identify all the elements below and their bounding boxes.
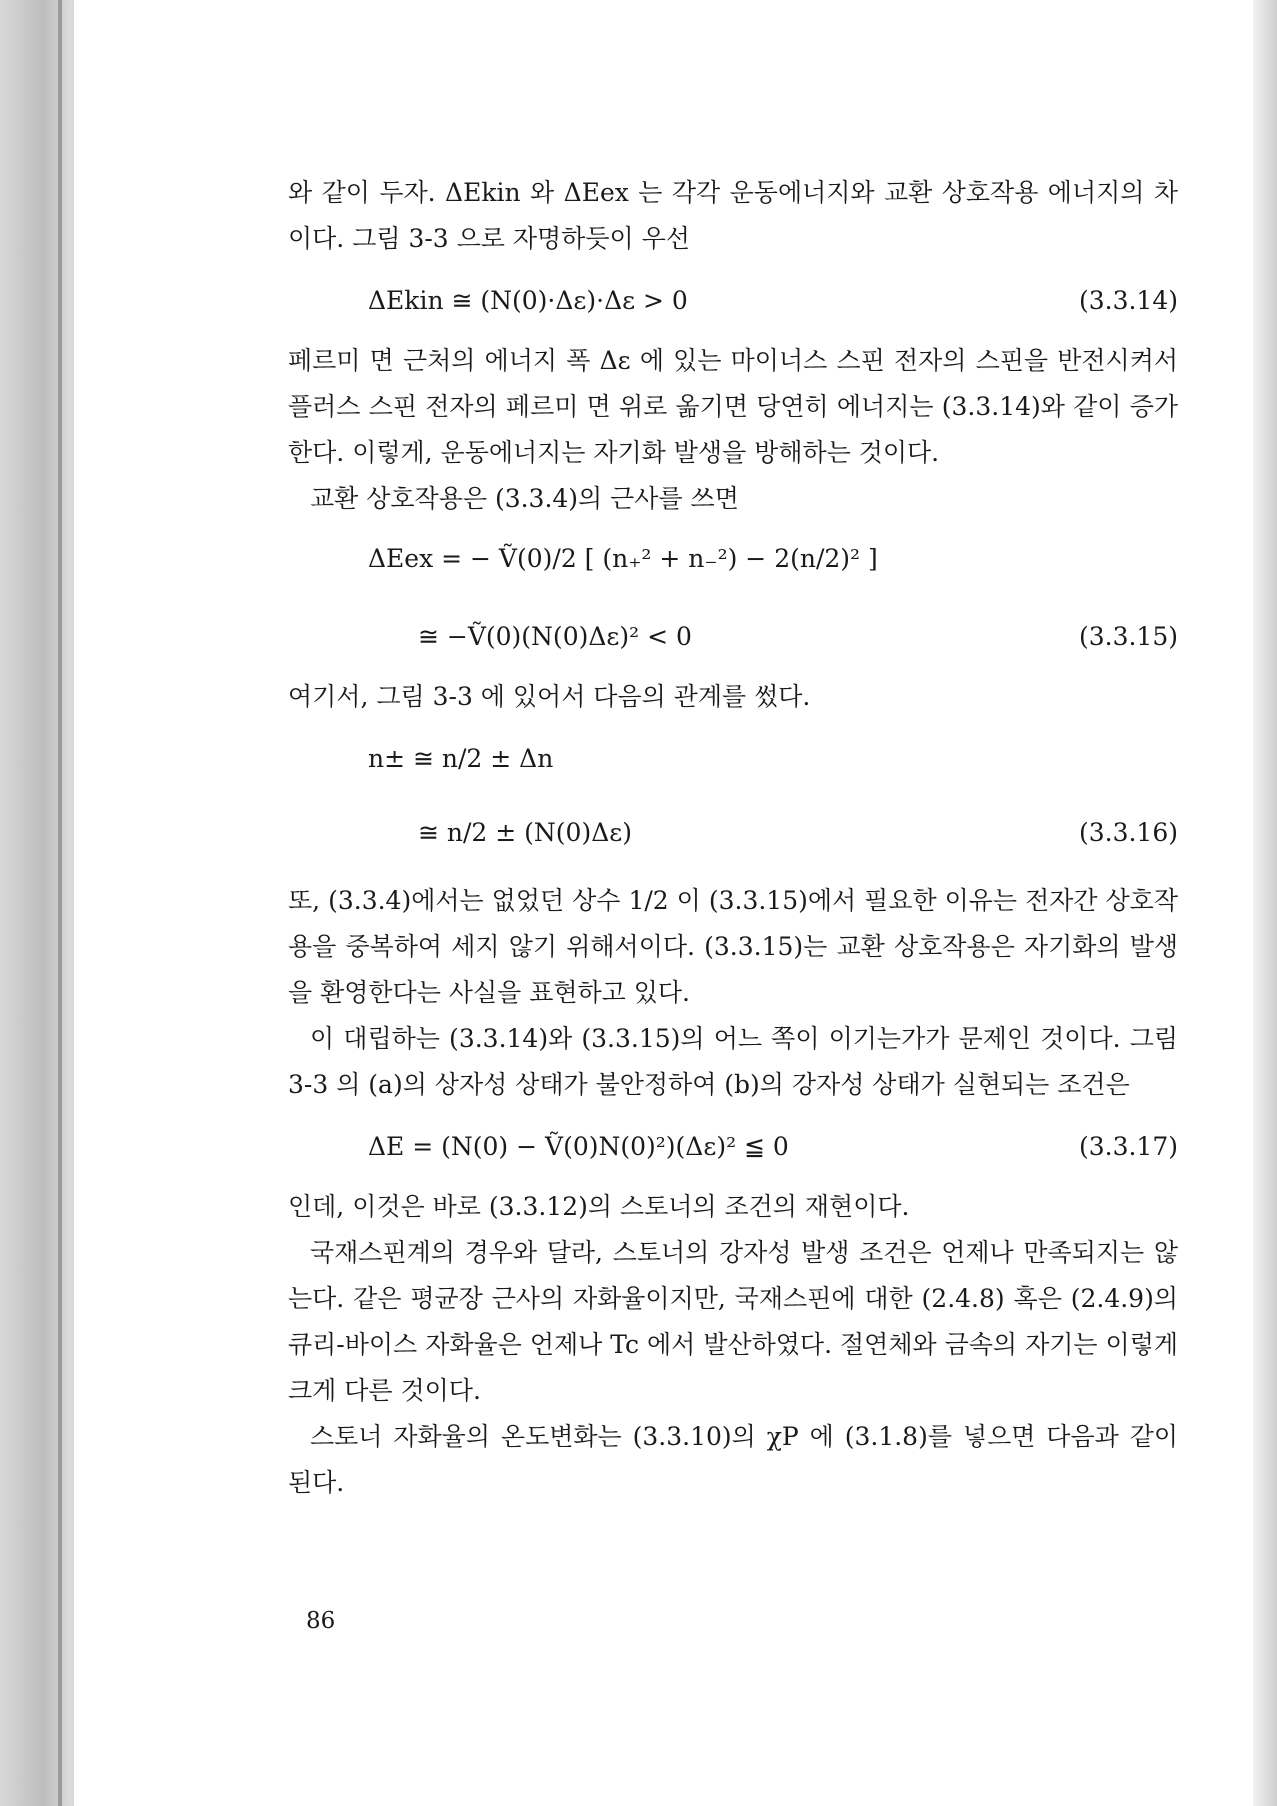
paragraph-4: 여기서, 그림 3-3 에 있어서 다음의 관계를 썼다.: [288, 682, 811, 711]
equation-number: (3.3.16): [1078, 818, 1178, 847]
equation-3-3-14: [288, 272, 1178, 324]
book-spine: [0, 0, 80, 1806]
equation-expression: ≅ −Ṽ(0)(N(0)Δε)² < 0: [418, 622, 692, 651]
equation-expression: ΔEex = − Ṽ(0)/2 [ (n₊² + n₋²) − 2(n/2)² ]: [368, 544, 878, 573]
equation-3-3-15-line1: [288, 532, 1178, 594]
paragraph-8: 국재스핀계의 경우와 달라, 스토너의 강자성 발생 조건은 언제나 만족되지는 않는다. 같은 평균장 근사의 자화율이지만, 국재스핀에 대한 (2.4.8) 혹은 (2.4.9)의 큐리-바이스 자화율은 언제나 Tc 에서 발산하였다. 절연체와 금속의 자기는 이렇게 크게 다른 것이다.: [288, 1238, 1178, 1405]
paragraph-1: 와 같이 두자. ΔEkin 와 ΔEex 는 각각 운동에너지와 교환 상호작용 에너지의 차이다. 그림 3-3 으로 자명하듯이 우선: [288, 178, 1178, 253]
equation-3-3-16-line1: [288, 730, 1178, 790]
page-right-edge: [1253, 0, 1277, 1806]
paragraph-3: 교환 상호작용은 (3.3.4)의 근사를 쓰면: [310, 484, 739, 513]
paragraph-6: 이 대립하는 (3.3.14)와 (3.3.15)의 어느 쪽이 이기는가가 문제인 것이다. 그림 3-3 의 (a)의 상자성 상태가 불안정하여 (b)의 강자성 상태가 실현되는 조건은: [288, 1024, 1178, 1099]
equation-expression: n± ≅ n/2 ± Δn: [368, 744, 554, 773]
equation-number: (3.3.14): [1078, 286, 1178, 315]
page-number: 86: [306, 1608, 336, 1634]
paragraph-5: 또, (3.3.4)에서는 없었던 상수 1/2 이 (3.3.15)에서 필요한 이유는 전자간 상호작용을 중복하여 세지 않기 위해서이다. (3.3.15)는 교환 상호작용은 자기화의 발생을 환영한다는 사실을 표현하고 있다.: [288, 886, 1178, 1007]
equation-3-3-17: [288, 1118, 1178, 1170]
paragraph-9: 스토너 자화율의 온도변화는 (3.3.10)의 χP 에 (3.1.8)를 넣으면 다음과 같이 된다.: [288, 1422, 1178, 1497]
spine-edge: [58, 0, 62, 1806]
equation-expression: ≅ n/2 ± (N(0)Δε): [418, 818, 632, 847]
equation-expression: ΔE = (N(0) − Ṽ(0)N(0)²)(Δε)² ≦ 0: [368, 1132, 789, 1161]
paragraph-2: 페르미 면 근처의 에너지 폭 Δε 에 있는 마이너스 스핀 전자의 스핀을 반전시켜서 플러스 스핀 전자의 페르미 면 위로 옮기면 당연히 에너지는 (3.3.14)와 같이 증가한다. 이렇게, 운동에너지는 자기화 발생을 방해하는 것이다.: [288, 346, 1178, 467]
paragraph-7: 인데, 이것은 바로 (3.3.12)의 스토너의 조건의 재현이다.: [288, 1192, 910, 1221]
page-content: [288, 170, 1178, 1506]
equation-3-3-16-line2: [288, 804, 1178, 864]
equation-number: (3.3.15): [1078, 622, 1178, 651]
equation-number: (3.3.17): [1078, 1132, 1178, 1161]
equation-3-3-15-line2: [288, 608, 1178, 660]
equation-expression: ΔEkin ≅ (N(0)·Δε)·Δε > 0: [368, 286, 688, 315]
